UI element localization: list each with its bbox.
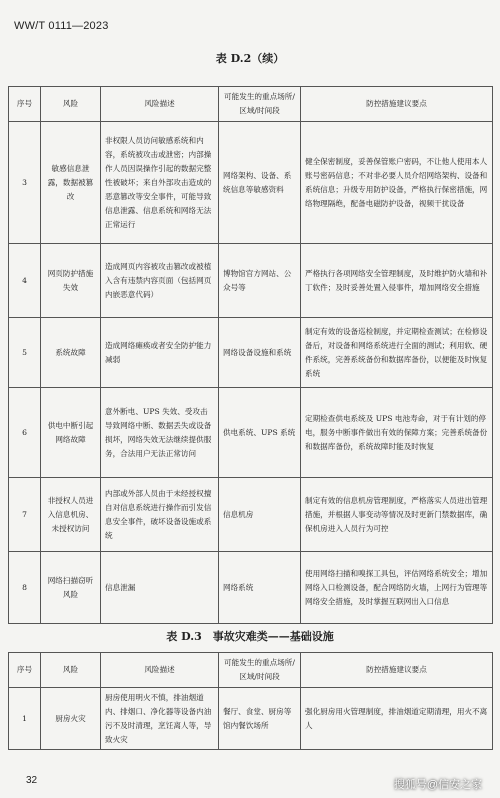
table-d3	[8, 652, 493, 750]
row-no: 7	[9, 478, 41, 552]
table-row	[9, 244, 493, 318]
row-place: 网络系统	[219, 552, 301, 624]
row-risk: 供电中断引起网络故障	[41, 388, 101, 478]
row-risk: 系统故障	[41, 318, 101, 388]
row-no: 5	[9, 318, 41, 388]
row-risk: 网页防护措施失效	[41, 244, 101, 318]
col-header-place: 可能发生的重点场所/区域/时间段	[219, 87, 301, 122]
row-no: 1	[9, 688, 41, 750]
table-d2	[8, 86, 493, 624]
row-risk: 非授权人员进入信息机房、未授权访问	[41, 478, 101, 552]
table-row	[9, 478, 493, 552]
row-no: 4	[9, 244, 41, 318]
row-description: 造成网页内容被攻击篡改或被植入含有违禁内容页面（包括网页内嵌恶意代码）	[101, 244, 219, 318]
standard-code: WW/T 0111—2023	[14, 20, 109, 32]
row-description: 内部或外部人员由于未经授权擅自对信息系统进行操作而引发信息安全事件，破坏设备设施或系统	[101, 478, 219, 552]
table-d3-title: 表 D.3 事故灾难类——基础设施	[166, 630, 334, 643]
table-row	[9, 388, 493, 478]
table-row	[9, 552, 493, 624]
row-place: 信息机房	[219, 478, 301, 552]
row-risk: 敏感信息泄露，数据被篡改	[41, 122, 101, 244]
table-d2-header-row	[9, 87, 493, 122]
row-description: 厨房使用明火不慎，排油烟道内、排烟口、净化器等设备内油污不及时清理，烹饪离人等，导致火灾	[101, 688, 219, 750]
row-description: 造成网络瘫痪或者安全防护能力减弱	[101, 318, 219, 388]
watermark: 搜狐号@信安之家	[393, 779, 482, 791]
table-row	[9, 318, 493, 388]
col-header-measures: 防控措施建议要点	[301, 653, 493, 688]
col-header-measures: 防控措施建议要点	[301, 87, 493, 122]
col-header-no: 序号	[9, 87, 41, 122]
table-d3-header-row	[9, 653, 493, 688]
col-header-description: 风险描述	[101, 653, 219, 688]
col-header-description: 风险描述	[101, 87, 219, 122]
row-no: 6	[9, 388, 41, 478]
row-risk: 厨房火灾	[41, 688, 101, 750]
row-measures: 制定有效的信息机房管理制度，严格落实人员进出管理措施，并根据人事变动等情况及时更新门禁数据库，确保机房进入人员行为可控	[301, 478, 493, 552]
row-description: 信息泄漏	[101, 552, 219, 624]
row-measures: 定期检查供电系统及 UPS 电池寿命，对于有计划的停电，服务中断事件做出有效的保障方案；完善系统备份和数据库备份，系统故障时能及时恢复	[301, 388, 493, 478]
table-d2-title: 表 D.2（续）	[215, 52, 285, 65]
row-description: 非权限人员访问敏感系统和内容，系统被攻击或泄密；内部操作人员因误操作引起的数据完整性被破坏；来自外部攻击造成的恶意篡改等安全事件，可能导致信息泄露、信息系统和网络无法正常运行	[101, 122, 219, 244]
row-description: 意外断电、UPS 失效、受攻击导致网络中断、数据丢失或设备损坏，网络失效无法继续提供服务，合法用户无法正常访问	[101, 388, 219, 478]
row-place: 餐厅、食堂、厨房等馆内餐饮场所	[219, 688, 301, 750]
row-measures: 制定有效的设备巡检制度，并定期检查测试；在检修设备后，对设备和网络系统进行全面的测试；利用软、硬件系统，完善系统备份和数据库备份，以便能及时恢复系统	[301, 318, 493, 388]
page-number: 32	[26, 775, 38, 786]
col-header-risk: 风险	[41, 87, 101, 122]
table-row	[9, 122, 493, 244]
row-place: 网络架构、设备、系统信息等敏感资料	[219, 122, 301, 244]
row-measures: 严格执行各项网络安全管理制度，及时维护防火墙和补丁软件；及时妥善处置入侵事件，增加网络安全措施	[301, 244, 493, 318]
row-risk: 网络扫描窃听风险	[41, 552, 101, 624]
row-measures: 强化厨房用火管理制度，排油烟道定期清理，用火不离人	[301, 688, 493, 750]
col-header-no: 序号	[9, 653, 41, 688]
row-place: 网络设备设施和系统	[219, 318, 301, 388]
row-place: 博物馆官方网站、公众号等	[219, 244, 301, 318]
row-measures: 健全保密制度，妥善保管账户密码，不让他人使用本人账号密码信息；不对非必要人员介绍网络架构、设备和系统信息；升级专用防护设备，严格执行保密措施，网络物理隔绝，配备电磁防护设备，视频干扰设备	[301, 122, 493, 244]
table-row	[9, 688, 493, 750]
row-no: 8	[9, 552, 41, 624]
col-header-risk: 风险	[41, 653, 101, 688]
col-header-place: 可能发生的重点场所/区域/时间段	[219, 653, 301, 688]
row-measures: 使用网络扫描和嗅探工具包，评估网络系统安全；增加网络入口检测设备，配合网络防火墙，上网行为管理等网络安全措施，及时掌握互联网出入口信息	[301, 552, 493, 624]
row-place: 供电系统、UPS 系统	[219, 388, 301, 478]
row-no: 3	[9, 122, 41, 244]
